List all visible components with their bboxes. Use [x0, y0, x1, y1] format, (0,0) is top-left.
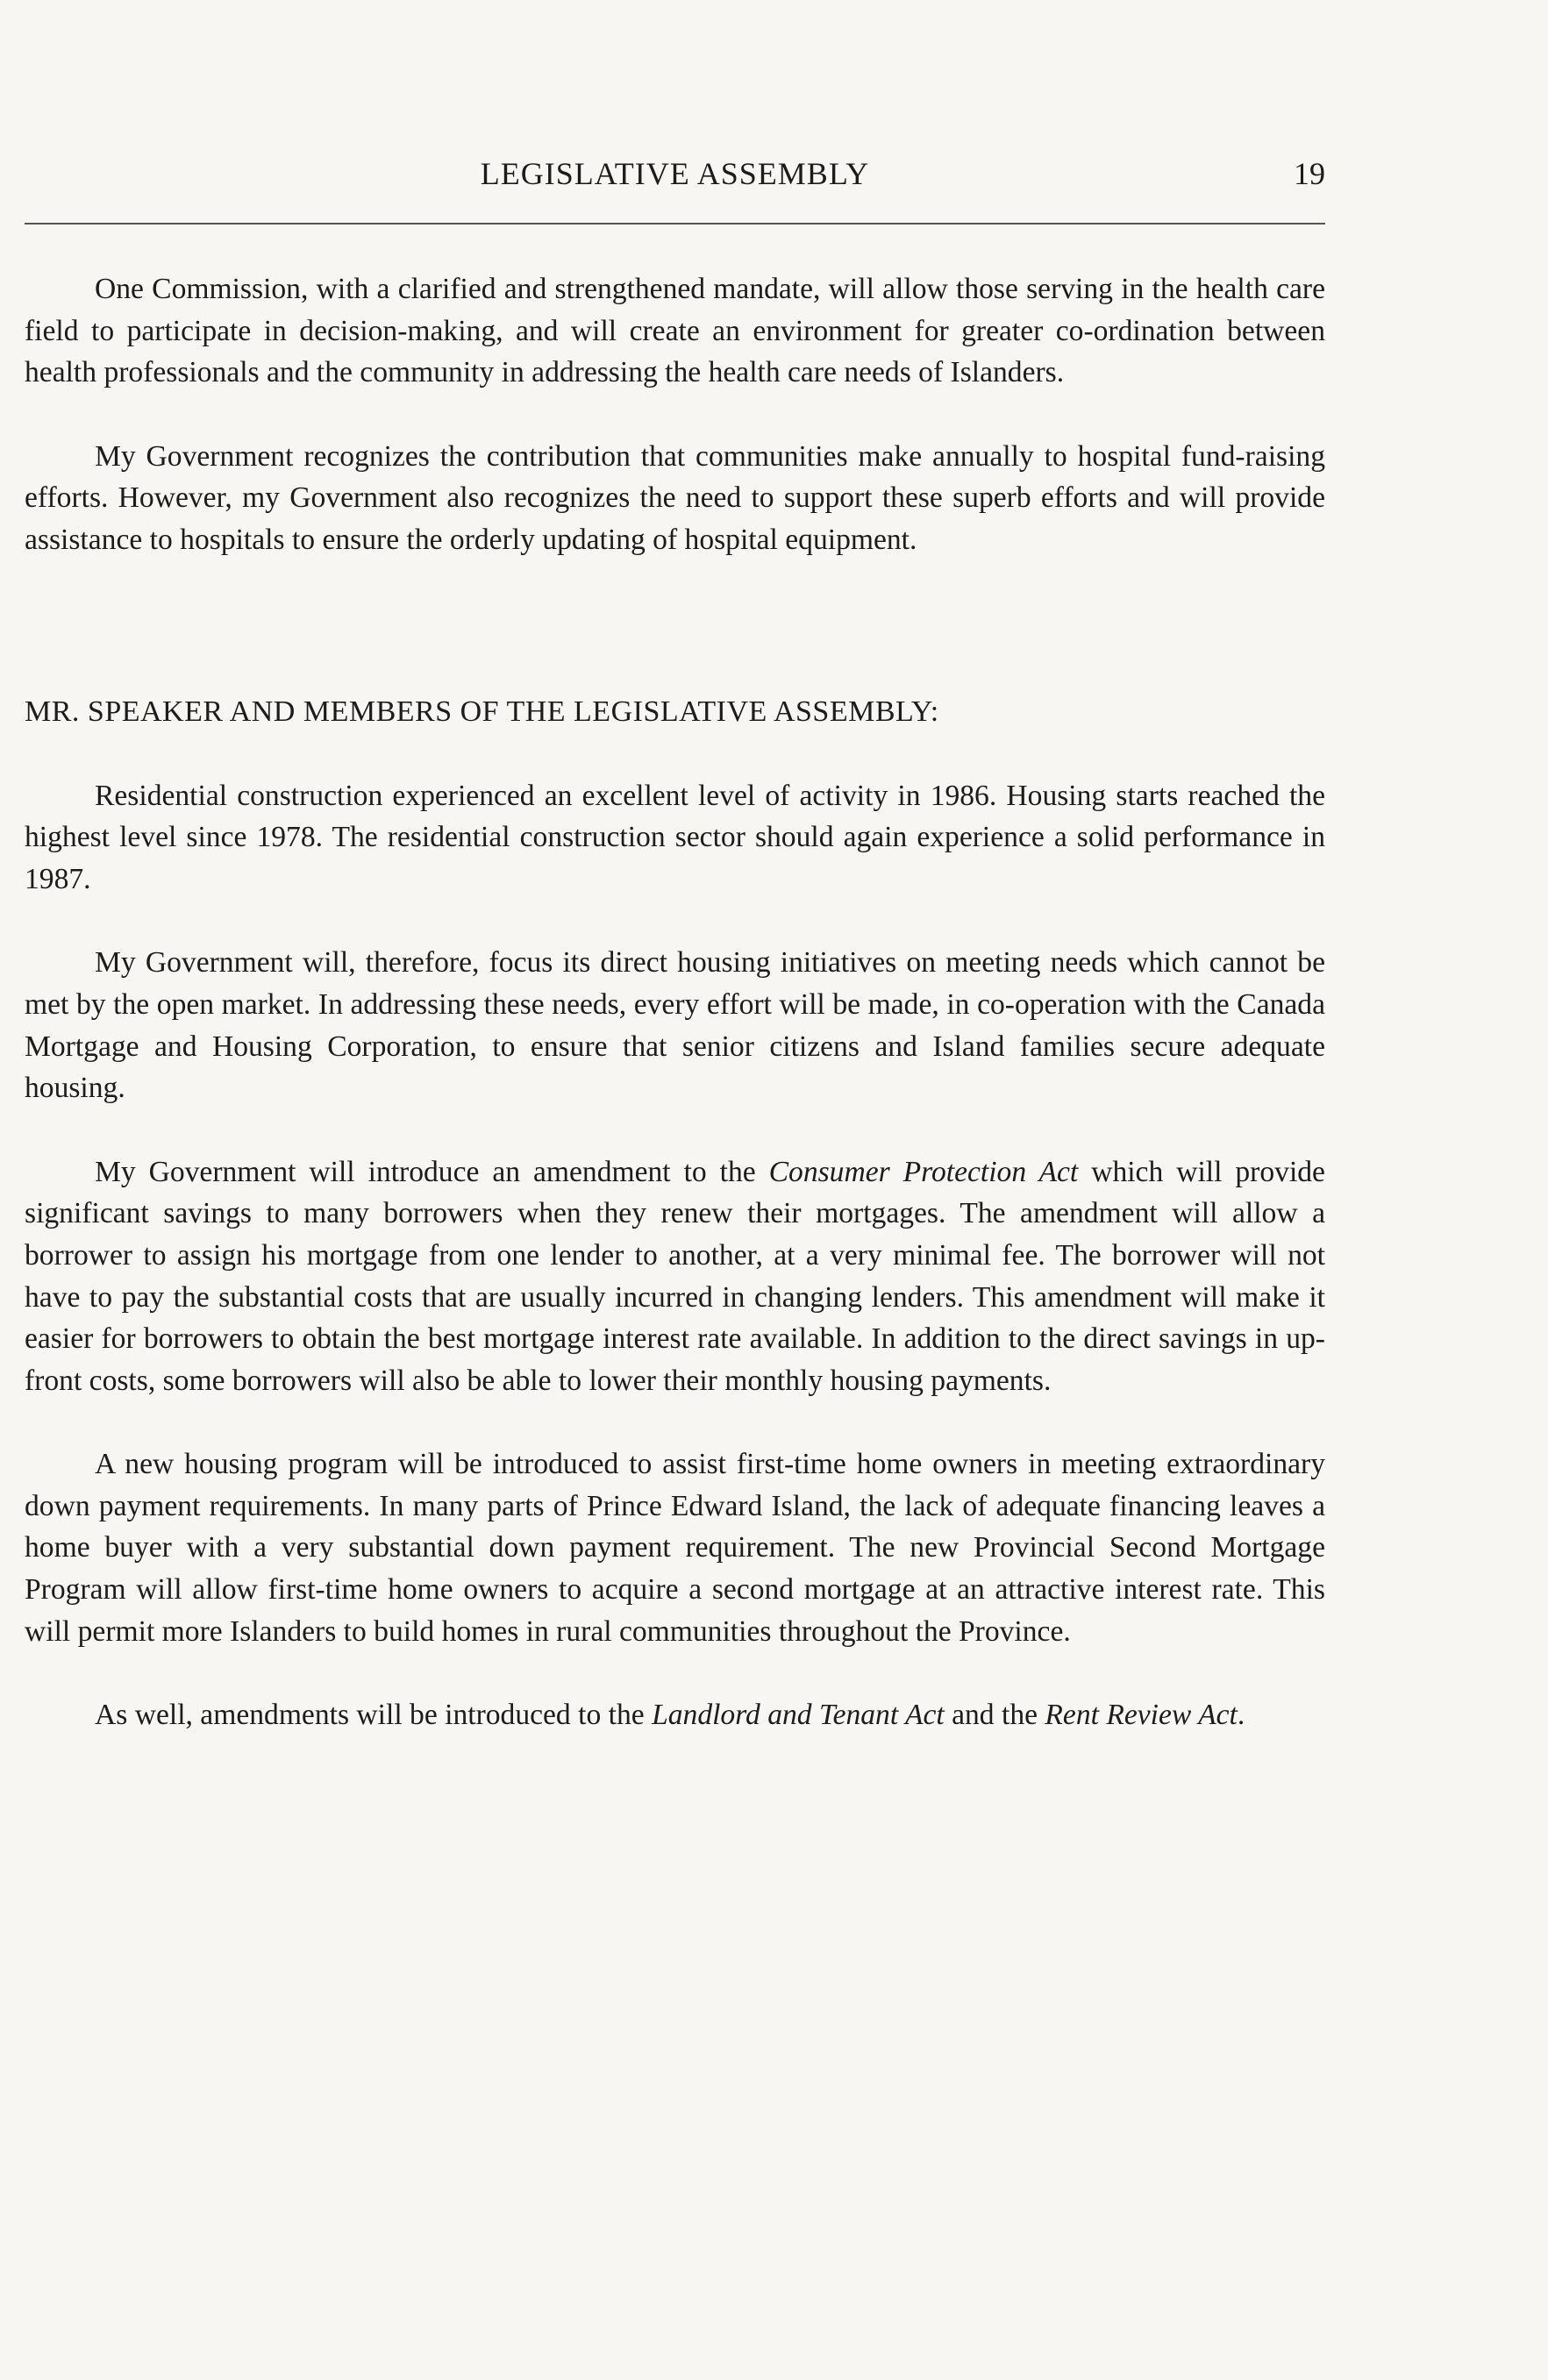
act-title: Landlord and Tenant Act — [652, 1699, 945, 1732]
page-number: 19 — [1294, 156, 1325, 191]
section-heading: MR. SPEAKER AND MEMBERS OF THE LEGISLATIVE ASSEMBLY: — [25, 695, 939, 728]
text-span: . — [1237, 1699, 1245, 1732]
paragraph-housing-initiatives: My Government will, therefore, focus its direct housing initiatives on meeting needs which cannot be met by the open market. In addressing these needs, every effort will be made, in co-operation with the Canada Mortgage and Housing Corporation, to ensure that senior citizens and Island families secure adequate housing. — [25, 946, 1325, 1105]
paragraph-consumer-protection — [25, 1151, 1325, 1402]
paragraph-health-commission: One Commission, with a clarified and strengthened mandate, will allow those serving in the health care field to participate in decision-making, and will create an environment for greater co-ordination between health professionals and the community in addressing the health care needs of Islanders. — [25, 273, 1325, 389]
running-title: LEGISLATIVE ASSEMBLY — [480, 156, 870, 191]
header-rule — [25, 223, 1325, 224]
paragraph-hospital-equipment: My Government recognizes the contribution that communities make annually to hospital fund-raising efforts. However, my Government also recognizes the need to support these superb efforts and will provide assistance to hospitals to ensure the orderly updating of hospital equipment. — [25, 439, 1325, 556]
paragraph-second-mortgage-program: A new housing program will be introduced to assist first-time home owners in meeting extraordinary down payment requirements. In many parts of Prince Edward Island, the lack of adequate financing leaves a home buyer with a very substantial down payment requirement. The new Provincial Second Mortgage Program will allow first-time home owners to acquire a second mortgage at an attractive interest rate. This will permit more Islanders to build homes in rural communities throughout the Province. — [25, 1448, 1325, 1648]
text-span: As well, amendments will be introduced to the — [95, 1699, 653, 1732]
running-head — [25, 147, 1325, 200]
text-span: which will provide significant savings to many borrowers when they renew their mortgages. The amendment will allow a borrower to assign his mortgage from one lender to another, at a very minimal fee. The borrower will not have to pay the substantial costs that are usually incurred in changing lenders. This amendment will make it easier for borrowers to obtain the best mortgage interest rate available. In addition to the direct savings in up-front costs, some borrowers will also be able to lower their monthly housing payments. — [25, 1155, 1325, 1397]
act-title: Consumer Protection Act — [768, 1155, 1079, 1188]
document-body — [25, 268, 1325, 1736]
paragraph-residential-construction: Residential construction experienced an excellent level of activity in 1986. Housing starts reached the highest level since 1978. The residential construction sector should again experience a solid performance in 1987. — [25, 779, 1325, 895]
text-span: My Government will introduce an amendment to the — [95, 1155, 769, 1188]
text-span: and the — [944, 1699, 1045, 1732]
act-title: Rent Review Act — [1045, 1699, 1238, 1732]
paragraph-amendments — [25, 1694, 1325, 1736]
